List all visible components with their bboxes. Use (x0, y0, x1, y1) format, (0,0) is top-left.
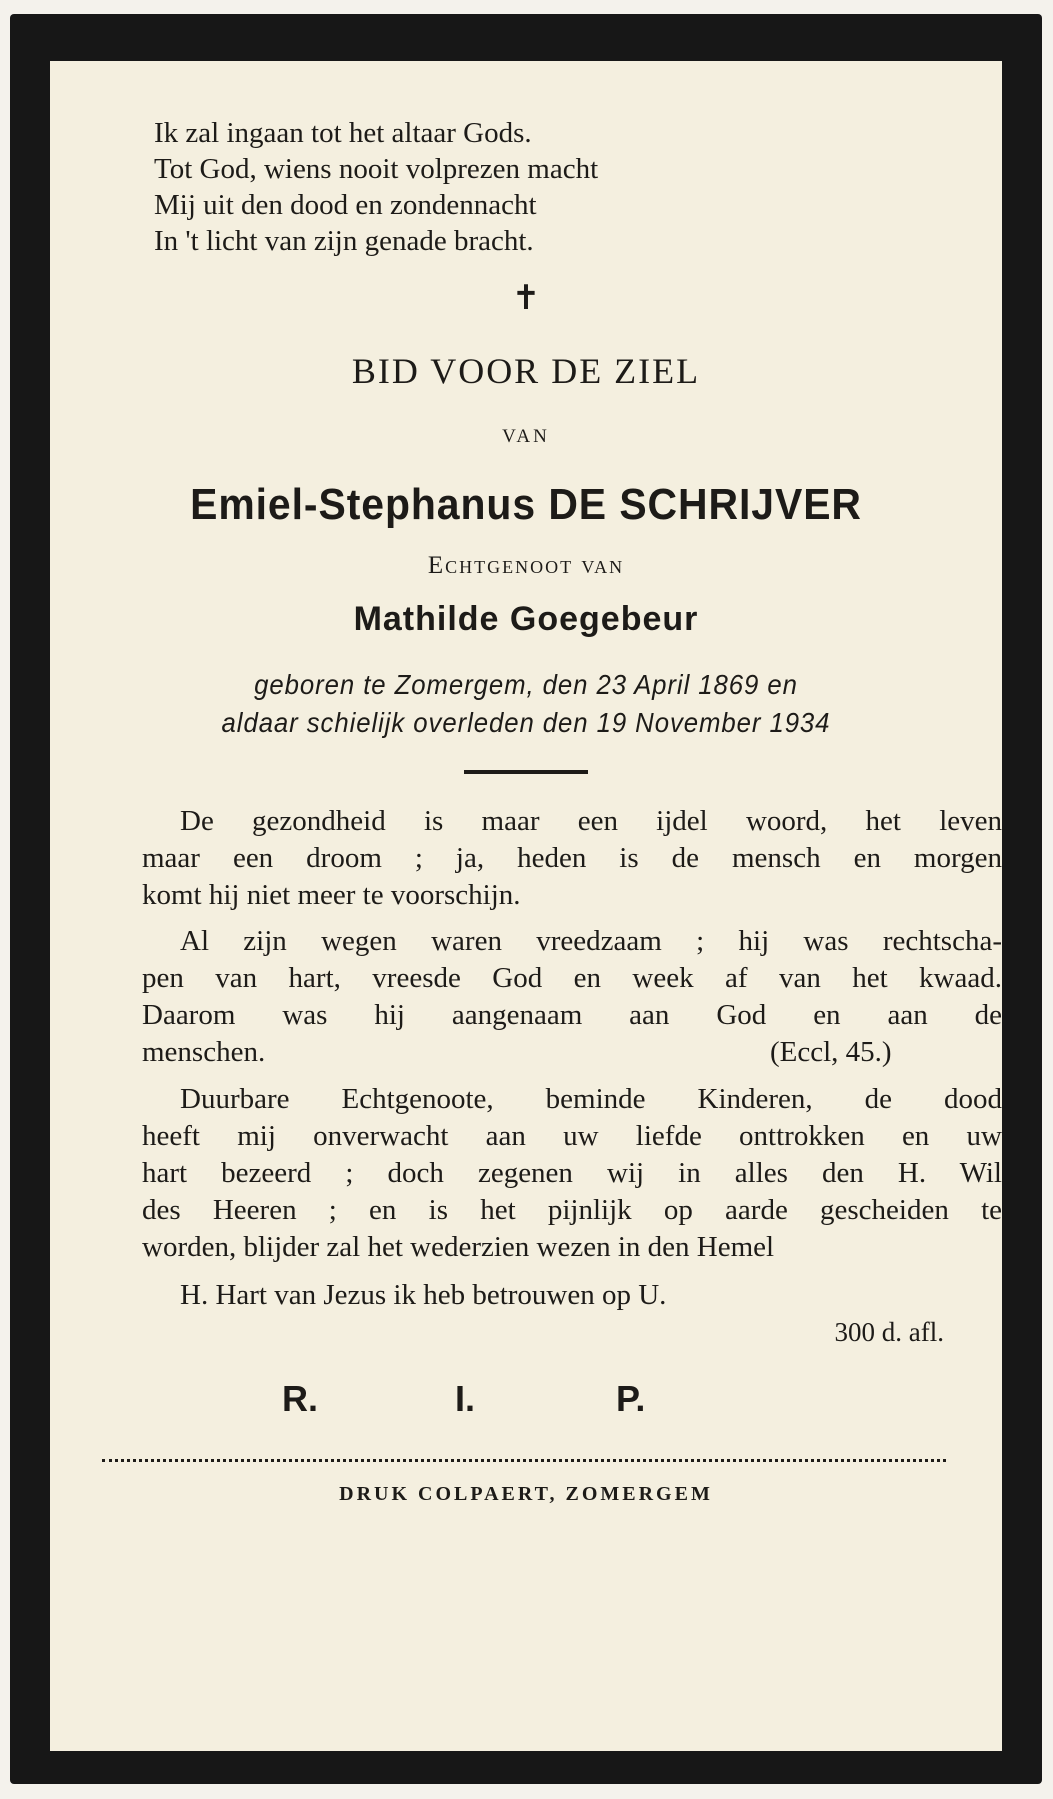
prayer: H. Hart van Jezus ik heb betrouwen op U. (180, 1279, 667, 1311)
text: De gezondheid is maar een ijdel woord, het leven (180, 805, 1002, 837)
paragraph-line (142, 1190, 1002, 1231)
rip-i: I. (455, 1378, 476, 1419)
memorial-card-paper (50, 61, 1002, 1751)
paragraph-line (180, 921, 1002, 962)
text: Duurbare Echtgenoote, beminde Kinderen, de dood (180, 1083, 1002, 1115)
spouse-relation: Echtgenoot van (427, 552, 625, 579)
printer-credit: DRUK COLPAERT, ZOMERGEM (339, 1483, 713, 1505)
rip-r: R. (282, 1378, 318, 1419)
text: des Heeren ; en is het pijnlijk op aarde gescheiden te (142, 1194, 1002, 1226)
spouse-name: Mathilde Goegebeur (353, 600, 699, 638)
rip-p: P. (616, 1378, 646, 1419)
text: heeft mij onverwacht aan uw liefde onttrokken en uw (142, 1120, 1002, 1152)
poem-line: Tot God, wiens nooit volprezen macht (154, 153, 599, 185)
van-label: VAN (502, 426, 550, 447)
text: menschen. (142, 1036, 266, 1068)
cross-icon: ✝ (511, 280, 541, 317)
paragraph-line (142, 875, 1002, 916)
deceased-name: Emiel-Stephanus DE SCHRIJVER (190, 480, 862, 529)
text: Al zijn wegen waren vreedzaam ; hij was rechtscha- (180, 925, 1002, 957)
paragraph-line (142, 1227, 1002, 1268)
citation: (Eccl, 45.) (770, 1036, 892, 1068)
text: maar een droom ; ja, heden is de mensch en morgen (142, 842, 1002, 874)
birth-line: geboren te Zomergem, den 23 April 1869 en (254, 669, 798, 700)
divider (464, 770, 588, 774)
paragraph-line (142, 1116, 1002, 1157)
paragraph-line (180, 1079, 1002, 1120)
dotted-rule (102, 1459, 946, 1462)
text: Daarom was hij aangenaam aan God en aan de (142, 999, 1002, 1031)
text: hart bezeerd ; doch zegenen wij in alles den H. Wil (142, 1157, 1002, 1189)
text: worden, blijder zal het wederzien wezen in den Hemel (142, 1231, 775, 1263)
poem-line: In 't licht van zijn genade bracht. (154, 225, 534, 257)
poem-line: Mij uit den dood en zondennacht (154, 189, 537, 221)
indulgence: 300 d. afl. (834, 1317, 944, 1347)
paragraph-line (142, 838, 1002, 879)
text: komt hij niet meer te voorschijn. (142, 879, 521, 911)
paragraph-line (180, 801, 1002, 842)
poem-line: Ik zal ingaan tot het altaar Gods. (154, 117, 532, 149)
text: pen van hart, vreesde God en week af van het kwaad. (142, 962, 1002, 994)
heading: BID VOOR DE ZIEL (351, 351, 701, 391)
death-line: aldaar schielijk overleden den 19 November 1934 (221, 707, 831, 738)
paragraph-line (142, 958, 1002, 999)
memorial-card-border (10, 14, 1042, 1784)
paragraph-line (142, 1153, 1002, 1194)
paragraph-line (142, 995, 1002, 1036)
